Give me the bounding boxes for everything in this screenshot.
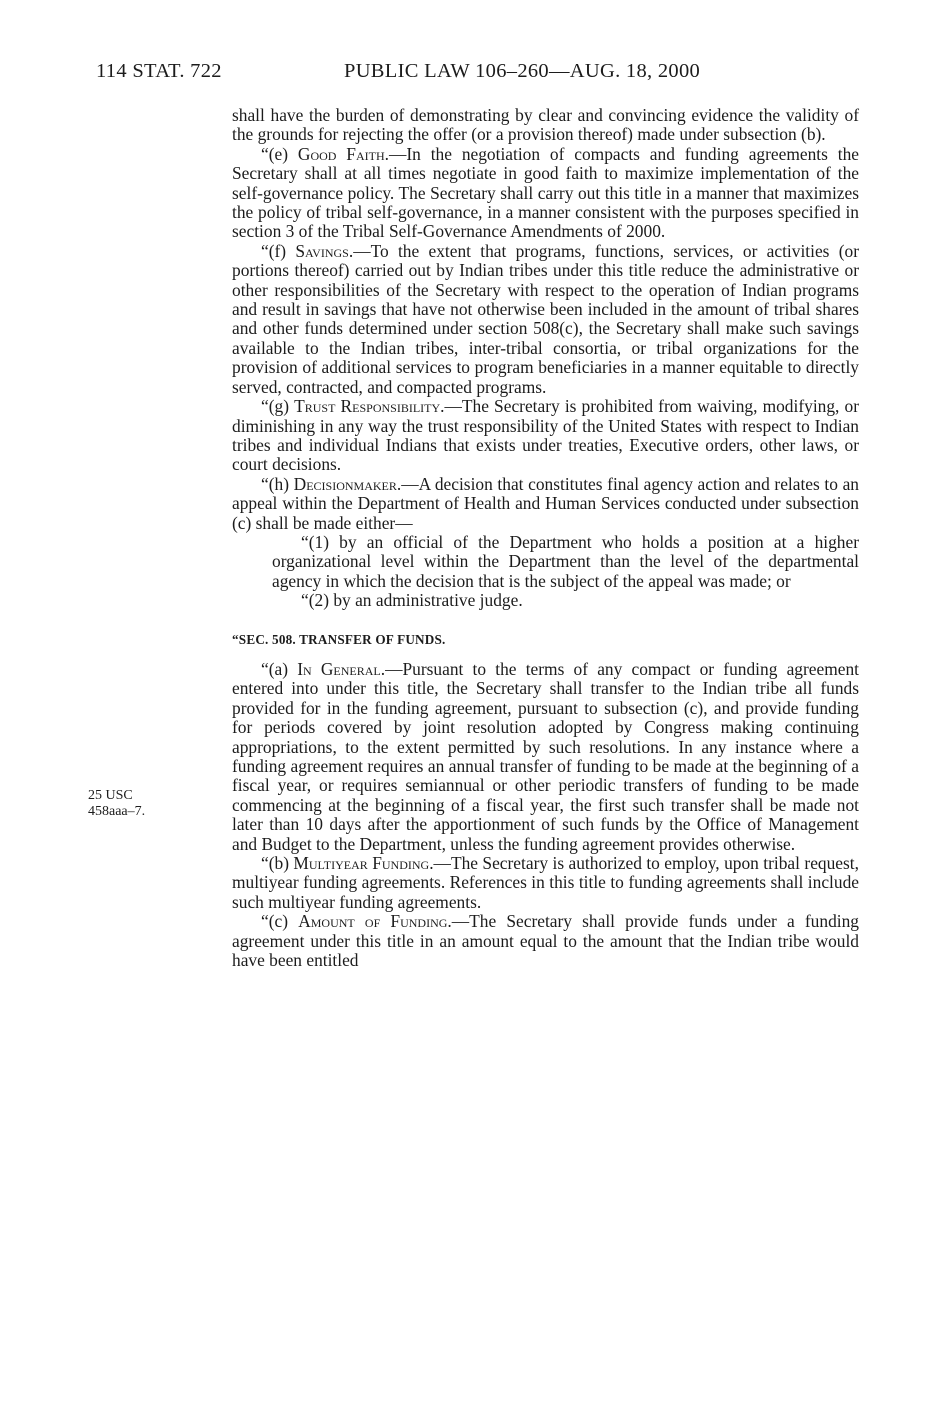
paragraph-g-text: .—The Secretary is prohibited from waiving, modifying, or diminishing in any way the trust responsibility of the United States with respect to Indian tribes and individual Indians that exists under treaties, Executive orders, other laws, or court decisions. [232, 396, 859, 475]
paragraph-h-text: .—A decision that constitutes final agency action and relates to an appeal within the Department of Health and Human Services conducted under subsection (c) shall be made either— [232, 473, 859, 533]
law-title: PUBLIC LAW 106–260—AUG. 18, 2000 [344, 60, 701, 82]
paragraph-b-prefix: “(b) [261, 853, 294, 874]
body-text [232, 106, 859, 970]
paragraph-e-text: .—In the negotiation of compacts and funding agreements the Secretary shall at all times negotiate in good faith to maximize implementation of the self-governance policy. The Secretary shall carry out this title in a manner that maximizes the policy of tribal self-governance, in a manner consistent with the purposes specified in section 3 of the Tribal Self-Governance Amendments of 2000. [232, 143, 859, 242]
paragraph-f-text: .—To the extent that programs, functions, services, or activities (or portions thereof) carried out by Indian tribes under this title reduce the administrative or other responsibilities of the Secretary with respect to the operation of Indian programs and result in savings that have not otherwise been included in the amount of tribal shares and other funds determined under section 508(c), the Secretary shall make such savings available to the Indian tribes, inter-tribal consortia, or tribal organizations for the provision of additional services to program beneficiaries in a manner equitable to directly served, contracted, and compacted programs. [232, 240, 859, 397]
paragraph-b-heading: Multiyear Funding [293, 853, 430, 874]
paragraph-f-heading: Savings [295, 240, 349, 261]
paragraph-c [232, 912, 859, 970]
margin-citation-line2: 458aaa–7. [88, 803, 146, 819]
paragraph-h-heading: Decisionmaker [293, 473, 397, 494]
paragraph-g [232, 397, 859, 475]
paragraph-a-prefix: “(a) [261, 658, 298, 679]
margin-citation-line1: 25 USC [88, 788, 133, 803]
paragraph-g-heading: Trust Responsibility [294, 396, 441, 417]
paragraph-e-heading: Good Faith [297, 143, 385, 164]
paragraph-b-text: .—The Secretary is authorized to employ, upon tribal request, multiyear funding agreements. References in this title to funding agreements shall include such multiyear funding agreements. [232, 853, 859, 912]
paragraph-c-text: .—The Secretary shall provide funds under a funding agreement under this title in an amount equal to the amount that the Indian tribe would have been entitled [232, 911, 859, 971]
section-508-heading: “SEC. 508. TRANSFER OF FUNDS. [232, 631, 446, 647]
paragraph-e [232, 145, 859, 242]
paragraph-a-heading: In General [297, 658, 381, 679]
stat-reference: 114 STAT. 722 [96, 60, 222, 82]
paragraph-a [232, 660, 859, 854]
paragraph-a-text: .—Pursuant to the terms of any compact or funding agreement entered into under this title, the Secretary shall transfer to the Indian tribe all funds provided for in the funding agreement, pursuant to subsection (c), and provide funding for periods covered by joint resolution adopted by Congress making continuing appropriations, to the extent permitted by such resolutions. In any instance where a funding agreement requires an annual transfer of funding to be made at the beginning of a fiscal year, or requires semiannual or other periodic transfers of funding to be made commencing at the beginning of a fiscal year, the first such transfer shall be made not later than 10 days after the apportionment of such funds by the Office of Management and Budget to the Department, unless the funding agreement provides otherwise. [232, 658, 859, 854]
paragraph-h-2: “(2) by an administrative judge. [301, 590, 523, 611]
paragraph-h-1: “(1) by an official of the Department who holds a position at a higher organizational level within the Department than the level of the departmental agency in which the decision that is the subject of the appeal was made; or [272, 531, 859, 591]
paragraph-c-prefix: “(c) [261, 911, 299, 932]
paragraph-f-prefix: “(f) [261, 240, 296, 261]
paragraph-c-heading: Amount of Funding [298, 911, 448, 932]
margin-citation [88, 788, 198, 819]
paragraph-f [232, 242, 859, 397]
paragraph-h-prefix: “(h) [261, 473, 294, 494]
page-header [96, 60, 756, 90]
paragraph-h [232, 475, 859, 533]
paragraph-e-prefix: “(e) [261, 143, 298, 164]
paragraph-continued: shall have the burden of demonstrating by clear and convincing evidence the validity of the grounds for rejecting the offer (or a provision thereof) made under subsection (b). [232, 105, 859, 145]
paragraph-b [232, 854, 859, 912]
paragraph-g-prefix: “(g) [261, 396, 295, 417]
